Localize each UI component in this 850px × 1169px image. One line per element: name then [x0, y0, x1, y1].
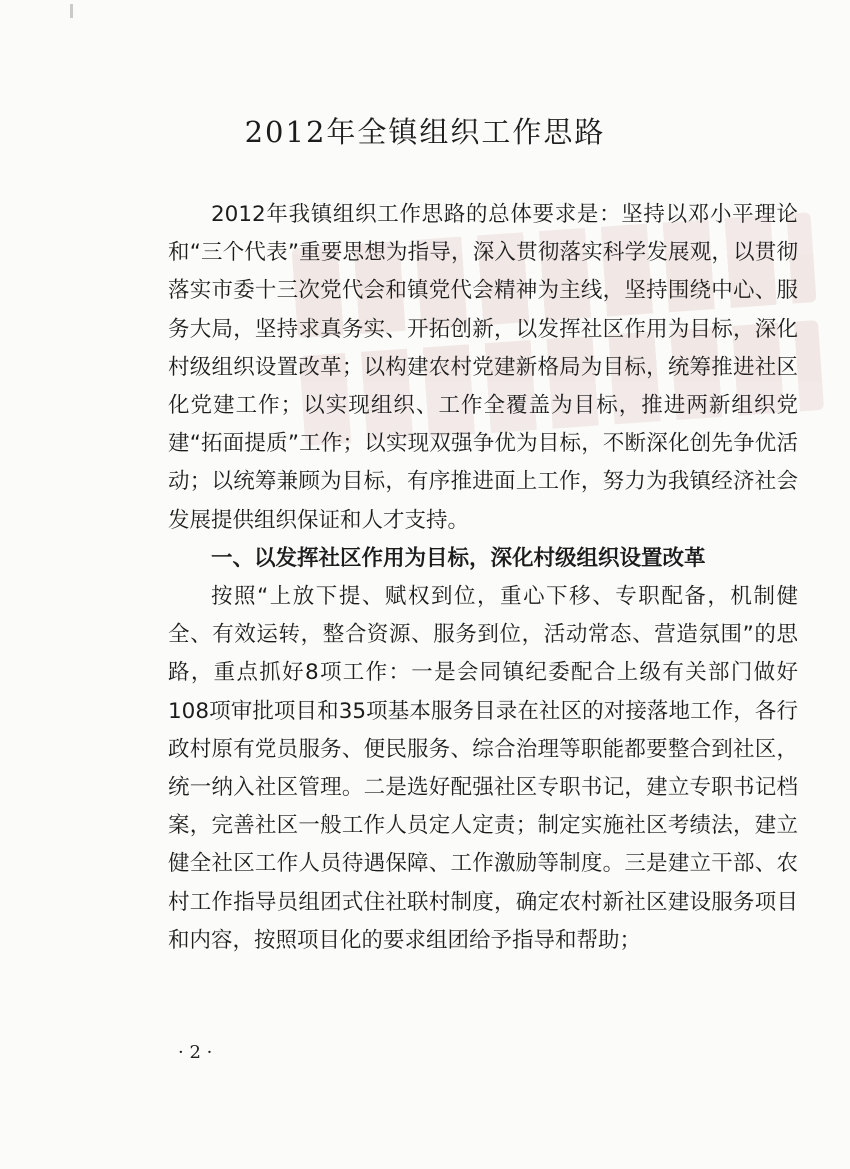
- page-number: · 2 ·: [178, 1042, 213, 1063]
- document-body: [168, 196, 798, 960]
- intro-paragraph: 2012年我镇组织工作思路的总体要求是：坚持以邓小平理论和“三个代表”重要思想为指导，深入贯彻落实科学发展观，以贯彻落实市委十三次党代会和镇党代会精神为主线，坚持围绕中心、服务大局，坚持求真务实、开拓创新，以发挥社区作用为目标，深化村级组织设置改革；以构建农村党建新格局为目标，统筹推进社区化党建工作；以实现组织、工作全覆盖为目标，推进两新组织党建“拓面提质”工作；以实现双强争优为目标，不断深化创先争优活动；以统筹兼顾为目标，有序推进面上工作，努力为我镇经济社会发展提供组织保证和人才支持。: [168, 202, 798, 533]
- scan-artifact: [70, 4, 73, 18]
- page-title: 2012年全镇组织工作思路: [244, 115, 606, 149]
- section-paragraph: 按照“上放下提、赋权到位，重心下移、专职配备，机制健全、有效运转，整合资源、服务到位，活动常态、营造氛围”的思路，重点抓好8项工作：一是会同镇纪委配合上级有关部门做好108项审批项目和35项基本服务目录在社区的对接落地工作，各行政村原有党员服务、便民服务、综合治理等职能都要整合到社区，统一纳入社区管理。二是选好配强社区专职书记，建立专职书记档案，完善社区一般工作人员定人定责；制定实施社区考绩法，建立健全社区工作人员待遇保障、工作激励等制度。三是建立干部、农村工作指导员组团式住社联村制度，确定农村新社区建设服务项目和内容，按照项目化的要求组团给予指导和帮助；: [168, 584, 798, 953]
- section-heading: 一、以发挥社区作用为目标，深化村级组织设置改革: [211, 545, 706, 571]
